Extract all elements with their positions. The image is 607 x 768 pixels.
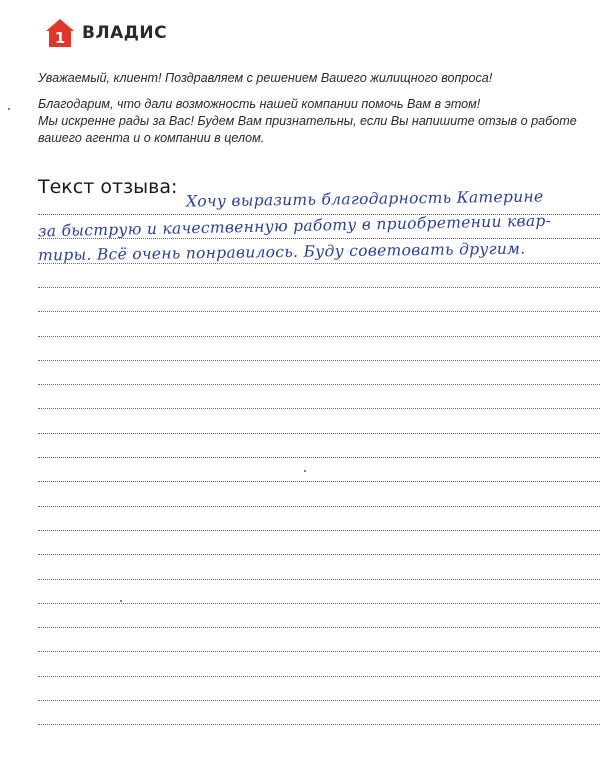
ruled-line	[38, 506, 600, 507]
ruled-line	[38, 603, 600, 604]
handwritten-line-3: тиры. Всё очень понравилось. Буду советовать другим.	[37, 239, 526, 265]
brand-name: ВЛАДИС	[82, 23, 168, 43]
scan-speck	[304, 470, 306, 472]
intro-line-1: Уважаемый, клиент! Поздравляем с решением Вашего жилищного вопроса!	[38, 71, 493, 85]
ruled-line	[38, 360, 600, 361]
ruled-lines	[37, 211, 600, 744]
intro-text	[38, 70, 593, 147]
scan-speck	[8, 108, 10, 110]
review-title: Текст отзыва:	[38, 176, 178, 198]
ruled-line	[38, 554, 600, 555]
intro-line-4: вашего агента и о компании в целом.	[38, 131, 265, 145]
ruled-line	[38, 530, 600, 531]
ruled-line	[38, 676, 600, 677]
ruled-line	[38, 311, 600, 312]
ruled-line	[38, 287, 600, 288]
ruled-line	[38, 457, 600, 458]
intro-line-2: Благодарим, что дали возможность нашей компании помочь Вам в этом!	[38, 97, 481, 111]
logo-digit: 1	[54, 29, 66, 47]
ruled-line	[38, 384, 600, 385]
brand-logo	[44, 17, 167, 49]
ruled-line	[38, 700, 600, 701]
ruled-line	[38, 481, 600, 482]
ruled-line	[38, 724, 600, 725]
scan-speck	[120, 600, 122, 602]
ruled-line	[38, 627, 600, 628]
ruled-line	[38, 408, 600, 409]
handwritten-line-1: Хочу выразить благодарность Катерине	[185, 187, 544, 211]
ruled-line	[38, 651, 600, 652]
intro-line-3: Мы искренне рады за Вас! Будем Вам признательны, если Вы напишите отзыв о работе	[38, 114, 577, 128]
house-logo-icon	[44, 17, 76, 49]
ruled-line	[38, 579, 600, 580]
ruled-line	[38, 336, 600, 337]
handwritten-line-2: за быструю и качественную работу в приобретении квар-	[37, 211, 552, 241]
ruled-line	[38, 433, 600, 434]
